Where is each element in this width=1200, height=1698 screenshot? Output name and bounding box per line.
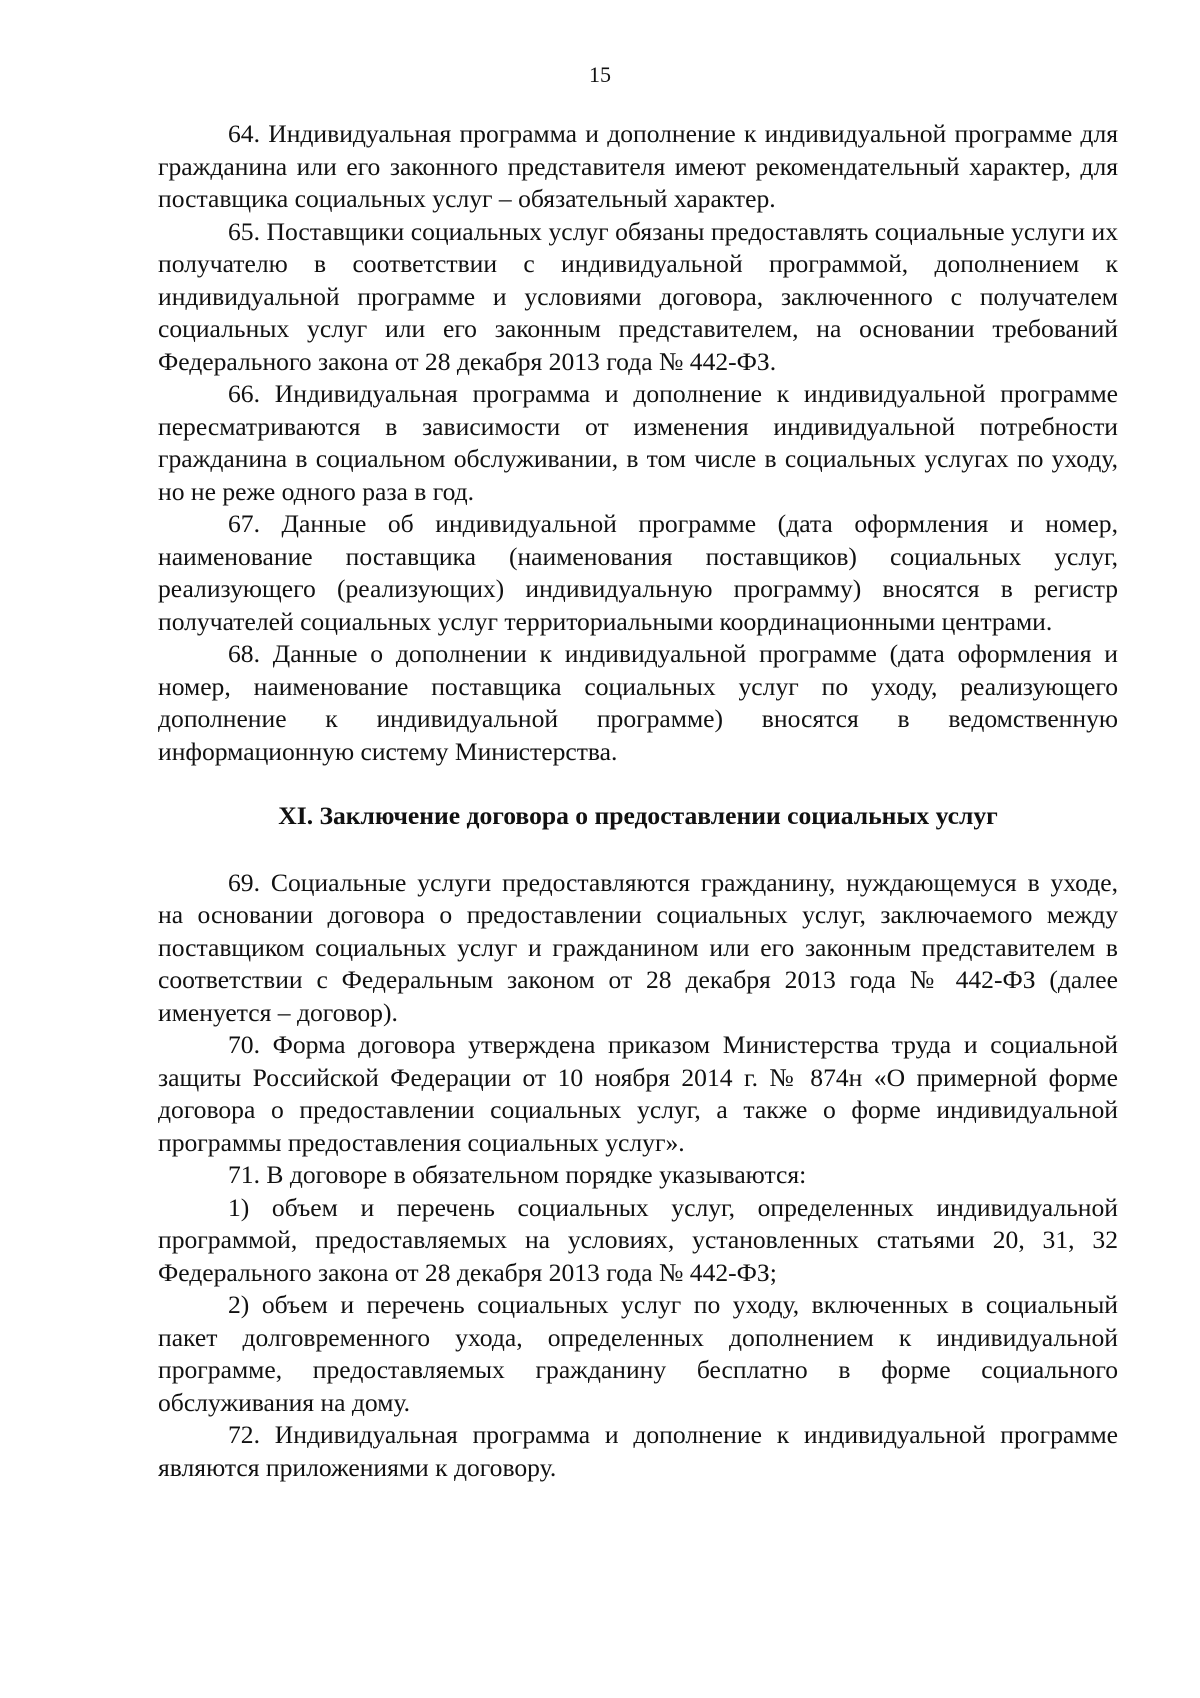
list-item-1: 1) объем и перечень социальных услуг, определенных индивидуальной программой, предоставляемых на условиях, установленных статьями 20, 31, 32 Федерального закона от 28 декабря 2013 года № 442-ФЗ; <box>158 1192 1118 1287</box>
paragraph-70: 70. Форма договора утверждена приказом Министерства труда и социальной защиты Российской Федерации от 10 ноября 2014 г. № 874н «О примерной форме договора о предоставлении социальных услуг, а также о форме индивидуальной программы предоставления социальных услуг». <box>158 1030 1118 1157</box>
page-number: 15 <box>589 62 611 87</box>
list-item-2: 2) объем и перечень социальных услуг по уходу, включенных в социальный пакет долговременного ухода, определенных дополнением к индивидуальной программе, предоставляемых гражданину бесплатно в форме социального обслуживания на дому. <box>158 1290 1118 1417</box>
paragraph-66: 66. Индивидуальная программа и дополнение к индивидуальной программе пересматриваются в зависимости от изменения индивидуальной потребности гражданина в социальном обслуживании, в том числе в социальных услугах по уходу, но не реже одного раза в год. <box>158 379 1118 506</box>
paragraph-68: 68. Данные о дополнении к индивидуальной программе (дата оформления и номер, наименование поставщика социальных услуг по уходу, реализующего дополнение к индивидуальной программе) вносятся в ведомственную информационную систему Министерства. <box>158 639 1118 766</box>
paragraph-72: 72. Индивидуальная программа и дополнение к индивидуальной программе являются приложениями к договору. <box>158 1420 1118 1482</box>
paragraph-67: 67. Данные об индивидуальной программе (дата оформления и номер, наименование поставщика (наименования поставщиков) социальных услуг, реализующего (реализующих) индивидуальную программу) вносятся в регистр получателей социальных услуг территориальными координационными центрами. <box>158 509 1118 636</box>
paragraph-69: 69. Социальные услуги предоставляются гражданину, нуждающемуся в уходе, на основании договора о предоставлении социальных услуг, заключаемого между поставщиком социальных услуг и гражданином или его законным представителем в соответствии с Федеральным законом от 28 декабря 2013 года № 442-ФЗ (далее именуется – договор). <box>158 867 1118 1027</box>
paragraph-71: 71. В договоре в обязательном порядке указываются: <box>228 1160 807 1189</box>
section-heading: XI. Заключение договора о предоставлении социальных услуг <box>278 801 998 830</box>
document-body <box>158 118 1118 1484</box>
paragraph-64: 64. Индивидуальная программа и дополнение к индивидуальной программе для гражданина или его законного представителя имеют рекомендательный характер, для поставщика социальных услуг – обязательный характер. <box>158 119 1118 213</box>
paragraph-65: 65. Поставщики социальных услуг обязаны предоставлять социальные услуги их получателю в соответствии с индивидуальной программой, дополнением к индивидуальной программе и условиями договора, заключенного с получателем социальных услуг или его законным представителем, на основании требований Федерального закона от 28 декабря 2013 года № 442-ФЗ. <box>158 216 1118 376</box>
